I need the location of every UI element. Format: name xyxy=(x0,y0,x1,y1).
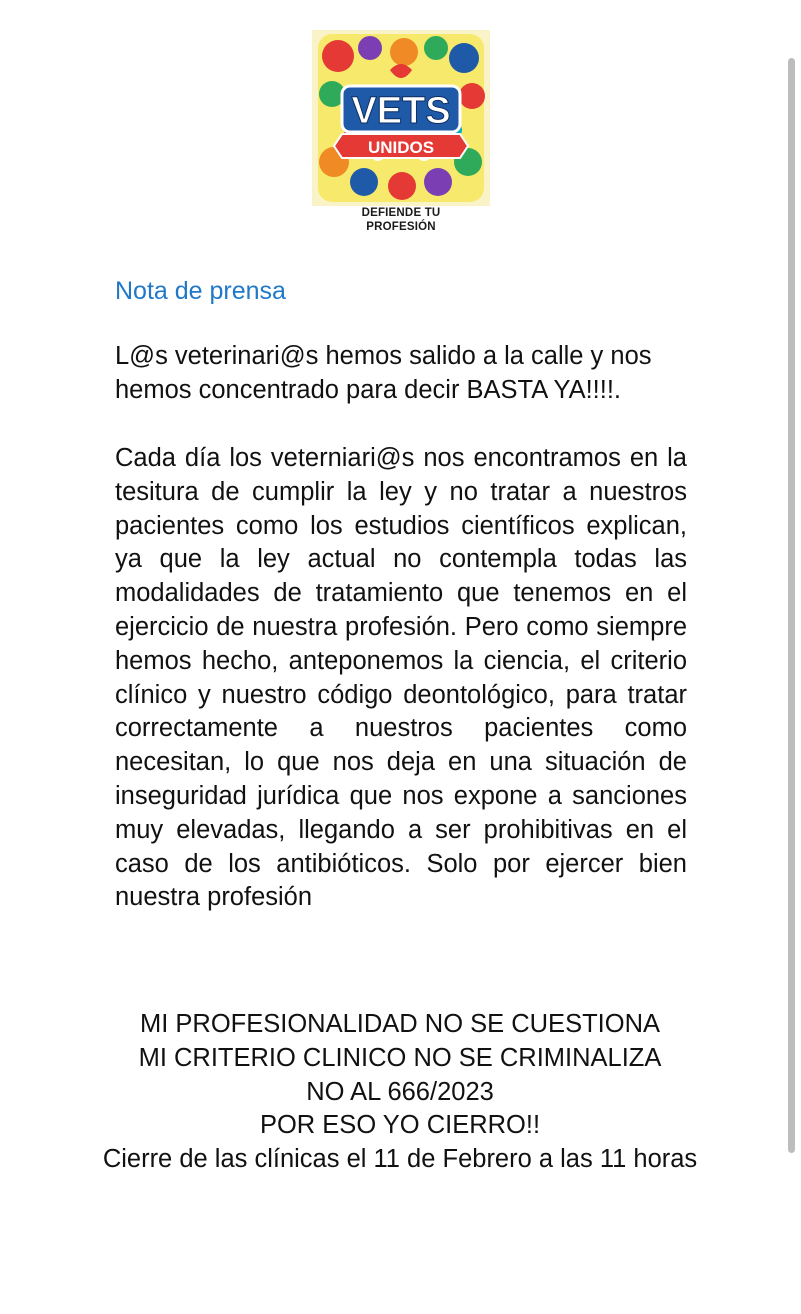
logo-unidos-text: UNIDOS xyxy=(367,138,435,157)
closing-line-professionalism: MI PROFESIONALIDAD NO SE CUESTIONA xyxy=(140,1010,660,1038)
logo-caption xyxy=(312,206,490,234)
body-paragraph: Cada día los veterniari@s nos encontramos en la tesitura de cumplir la ley y no tratar a nuestros pacientes como los estudios científicos explican, ya que la ley actual no contempla todas las modalidades de tratamiento que tenemos en el ejercicio de nuestra profesión. Pero como siempre hemos hecho, anteponemos la ciencia, el criterio clínico y nuestro código deontológico, para tratar correctamente a nuestros pacientes como necesitan, lo que nos deja en una situación de inseguridad jurídica que nos expone a sanciones muy elevadas, llegando a ser prohibitivas en el caso de los antibióticos. Solo por ejercer bien nuestra profesión xyxy=(115,444,687,912)
logo-caption-line1: DEFIENDE TU xyxy=(361,207,441,219)
intro-paragraph: L@s veterinari@s hemos salido a la calle y nos hemos concentrado para decir BASTA YA!!!!. xyxy=(115,342,652,404)
closing-line-schedule: Cierre de las clínicas el 11 de Febrero a las 11 horas xyxy=(102,1145,698,1174)
closing-line-law: NO AL 666/2023 xyxy=(306,1077,494,1106)
vets-unidos-logo xyxy=(312,30,490,242)
scrollbar-thumb[interactable] xyxy=(788,58,795,1153)
logo-vets-text: VETS xyxy=(351,90,451,132)
press-note-label: Nota de prensa xyxy=(115,277,286,305)
scrollbar[interactable] xyxy=(788,58,795,1158)
logo-artwork xyxy=(312,30,490,206)
logo-caption-line2: PROFESIÓN xyxy=(366,221,436,233)
closing-line-criterio: MI CRITERIO CLINICO NO SE CRIMINALIZA xyxy=(138,1043,662,1072)
closing-statement xyxy=(100,1008,700,1177)
closing-line-cierro: POR ESO YO CIERRO!! xyxy=(259,1111,541,1140)
